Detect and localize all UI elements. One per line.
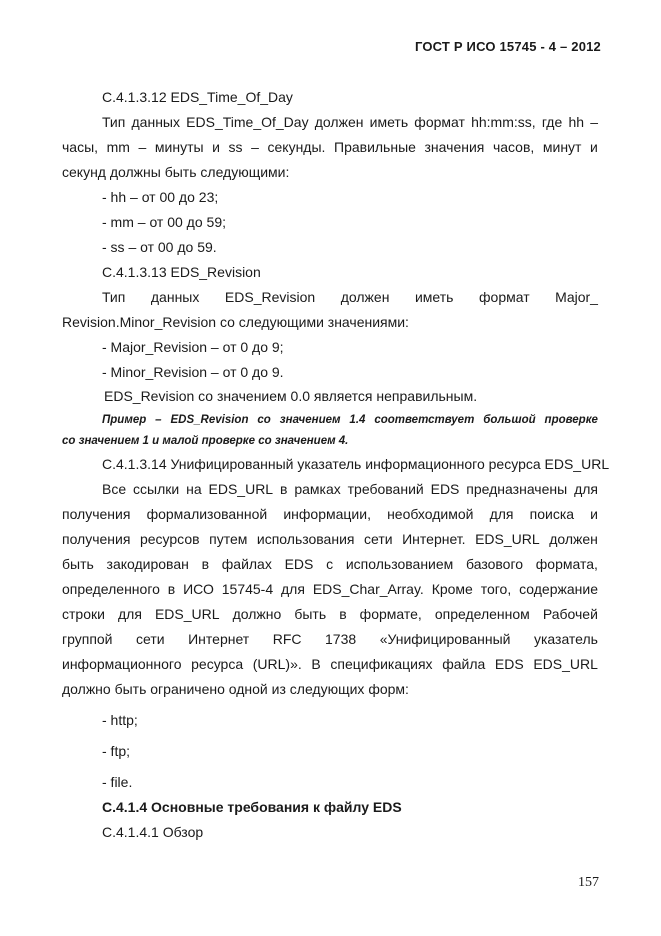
paragraph-line: строки для EDS_URL должно быть в формате, определенном Рабочей [62,606,598,622]
paragraph-line: должно быть ограничено одной из следующих форм: [62,681,409,697]
note: EDS_Revision со значением 0.0 является неправильным. [104,388,478,404]
standard-title: ГОСТ Р ИСО 15745 - 4 – 2012 [414,39,601,54]
list-item: - ftp; [102,743,131,759]
subsection-heading-overview: C.4.1.4.1 Обзор [102,824,204,840]
section-heading-time-of-day: C.4.1.3.12 EDS_Time_Of_Day [102,89,293,105]
paragraph-line: получения формализованной информации, необходимой для поиска и [62,506,598,522]
list-item: - Major_Revision – от 0 до 9; [102,339,284,355]
paragraph-line: Все ссылки на EDS_URL в рамках требований EDS предназначены для [102,481,598,497]
paragraph-line: определенного в ИСО 15745-4 для EDS_Char_Array. Кроме того, содержание [62,581,598,597]
example-line: со значением 1 и малой проверке со значением 4. [62,435,349,447]
list-item: - file. [102,774,133,790]
paragraph-line [62,630,598,648]
list-item: - Minor_Revision – от 0 до 9. [102,364,284,380]
section-heading-url: C.4.1.3.14 Унифицированный указатель информационного ресурса EDS_URL [102,456,610,472]
list-item: - ss – от 00 до 59. [102,239,217,255]
section-heading-requirements: C.4.1.4 Основные требования к файлу EDS [102,799,402,815]
paragraph-line: Revision.Minor_Revision со следующими значениями: [62,314,409,330]
list-item: - mm – от 00 до 59; [102,214,226,230]
example-line [102,411,598,429]
list-item: - hh – от 00 до 23; [102,189,219,205]
paragraph-line [102,288,598,306]
paragraph-line: получения ресурсов путем использования сети Интернет. EDS_URL должен [62,531,598,547]
paragraph-line: быть закодирован в файлах EDS с использованием базового формата, [62,556,598,572]
justified-line: группой сети Интернет RFC 1738 «Унифицированный указатель [62,631,598,647]
justified-line: Тип данных EDS_Revision должен иметь формат Major_ [102,289,598,305]
paragraph-line: часы, mm – минуты и ss – секунды. Правильные значения часов, минут и [62,139,598,155]
justified-line: Пример – EDS_Revision со значением 1.4 соответствует большой проверке [102,414,598,426]
section-heading-revision: C.4.1.3.13 EDS_Revision [102,264,261,280]
paragraph-line: Тип данных EDS_Time_Of_Day должен иметь формат hh:mm:ss, где hh – [102,114,598,130]
paragraph-line: информационного ресурса (URL)». В спецификациях файла EDS EDS_URL [62,656,598,672]
paragraph-line: секунд должны быть следующими: [62,164,290,180]
list-item: - http; [102,712,138,728]
page-number: 157 [578,875,599,890]
